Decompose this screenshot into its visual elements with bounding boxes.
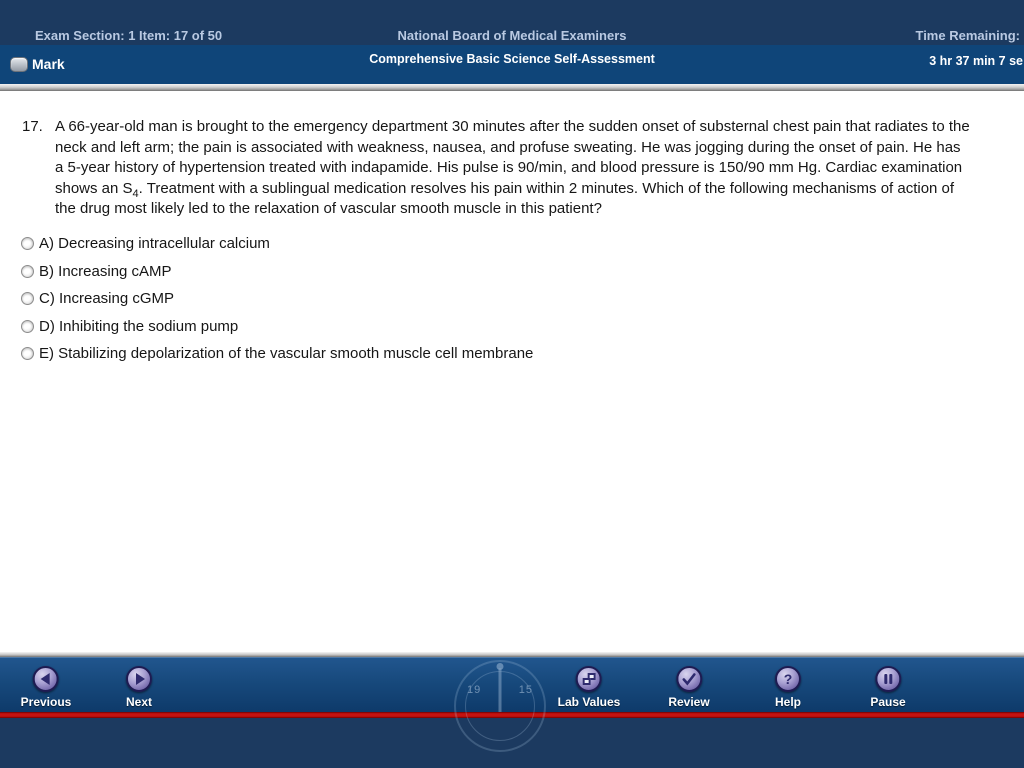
seal-year-right: 15: [518, 684, 533, 696]
time-remaining-value: 3 hr 37 min 7 se: [929, 54, 1023, 68]
question-area: [0, 91, 1024, 652]
header-band: [0, 45, 1024, 84]
help-button[interactable]: [775, 666, 801, 709]
previous-label: Previous: [20, 695, 72, 709]
header-top-strip: [0, 0, 1024, 45]
help-question-icon: ?: [775, 666, 801, 692]
option-label-a: A) Decreasing intracellular calcium: [39, 235, 270, 253]
option-label-b: B) Increasing cAMP: [39, 262, 172, 280]
mark-control[interactable]: [10, 56, 65, 72]
pause-button[interactable]: [870, 666, 905, 709]
seal-torch: [499, 668, 502, 712]
exam-info-text: Exam Section: 1 Item: 17 of 50: [35, 28, 223, 43]
question-block: [22, 117, 972, 220]
lab-values-button[interactable]: [558, 666, 621, 709]
time-remaining-label: Time Remaining:: [915, 28, 1020, 43]
pause-label: Pause: [870, 695, 906, 709]
option-label-d: D) Inhibiting the sodium pump: [39, 317, 239, 335]
option-row-c[interactable]: [21, 289, 1024, 309]
previous-button[interactable]: [21, 666, 72, 709]
option-row-a[interactable]: [21, 234, 1024, 254]
review-button[interactable]: [668, 666, 709, 709]
option-row-b[interactable]: [21, 261, 1024, 281]
lab-values-label: Lab Values: [557, 695, 621, 709]
next-label: Next: [125, 695, 153, 709]
question-subscript: 4: [132, 187, 139, 200]
review-checkmark-icon: [676, 666, 702, 692]
question-number: 17.: [22, 118, 43, 135]
seal-year-left: 19: [467, 684, 482, 696]
question-text-part2: . Treatment with a sublingual medication resolves his pain within 2 minutes. Which of the following mechanisms of action of the drug most likely led to the relaxation of vascular smooth muscle in this patient?: [55, 179, 955, 218]
option-row-e[interactable]: [21, 344, 1024, 364]
review-label: Review: [668, 695, 710, 709]
bottom-toolbar: [0, 657, 1024, 712]
pause-icon: [875, 666, 901, 692]
answer-options: [21, 234, 1024, 364]
mark-label: Mark: [32, 56, 65, 72]
help-label: Help: [774, 695, 802, 709]
question-text-part1: A 66-year-old man is brought to the emergency department 30 minutes after the sudden onset of substernal chest pain that radiates to the neck and left arm; the pain is associated with weakness, nausea, and profuse sweating. He was jogging during the onset of pain. He has a 5-year history of hypertension treated with indapamide. His pulse is 90/min, and blood pressure is 150/90 mm Hg. Cardiac examination shows an S: [55, 118, 970, 197]
option-label-c: C) Increasing cGMP: [39, 290, 175, 308]
option-radio-d[interactable]: [21, 320, 34, 333]
option-radio-c[interactable]: [21, 292, 34, 305]
board-name-text: National Board of Medical Examiners: [397, 28, 627, 43]
mark-checkbox[interactable]: [10, 57, 28, 72]
option-radio-e[interactable]: [21, 347, 34, 360]
question-text: [55, 117, 972, 220]
lab-values-icon: [576, 666, 602, 692]
next-button[interactable]: [126, 666, 152, 709]
clipped-header-row: [0, 28, 1024, 45]
option-radio-a[interactable]: [21, 237, 34, 250]
separator-top: [0, 84, 1024, 91]
assessment-title: Comprehensive Basic Science Self-Assessment: [369, 52, 655, 66]
next-icon: [126, 666, 152, 692]
previous-icon: [33, 666, 59, 692]
option-row-d[interactable]: [21, 316, 1024, 336]
nbme-seal: [454, 660, 546, 752]
option-radio-b[interactable]: [21, 265, 34, 278]
option-label-e: E) Stabilizing depolarization of the vascular smooth muscle cell membrane: [39, 345, 534, 363]
